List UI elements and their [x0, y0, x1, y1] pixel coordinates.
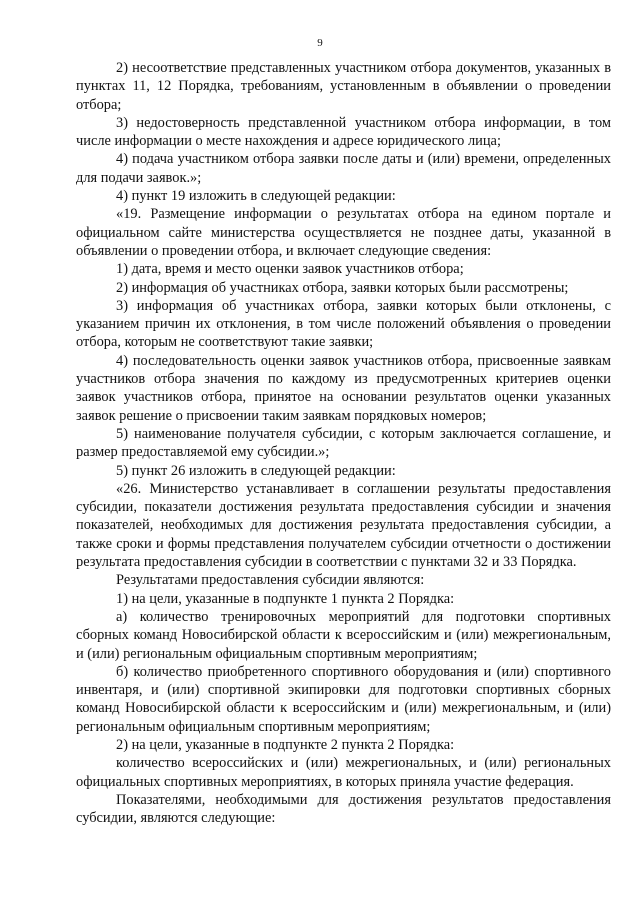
paragraph-point-19-item-3: 3) информация об участниках отбора, заявки которых были отклонены, с указанием причин их отклонения, в том числе положений объявления о проведении отбора, которым не соответствуют такие заявки; [76, 297, 611, 351]
paragraph-point-26-text: «26. Министерство устанавливает в соглашении результаты предоставления субсидии, показатели достижения результата предоставления субсидии и значения показателей, необходимых для достижения результата предоставления субсидии, а также сроки и формы представления получателем субсидии отчетности о достижении результата предоставления субсидии в соответствии с пунктами 32 и 33 Порядка. [76, 480, 611, 571]
paragraph-point-19-item-1: 1) дата, время и место оценки заявок участников отбора; [116, 261, 464, 278]
page-number: 9 [317, 37, 323, 49]
paragraph-results-item-2: 2) на цели, указанные в подпункте 2 пункта 2 Порядка: [116, 736, 455, 753]
paragraph-amendment-point-19: 4) пункт 19 изложить в следующей редакции: [116, 188, 396, 205]
paragraph-results-item-1a: а) количество тренировочных мероприятий для подготовки спортивных сборных команд Новосибирской области к всероссийским и (или) межрегиональным, и (или) региональным официальным спортивным мероприятиям; [76, 608, 611, 662]
paragraph-rejection-reason-3: 3) недостоверность представленной участником отбора информации, в том числе информации о месте нахождения и адресе юридического лица; [76, 114, 611, 150]
paragraph-point-19-item-2: 2) информация об участниках отбора, заявки которых были рассмотрены; [116, 279, 569, 296]
document-body [76, 59, 611, 827]
paragraph-point-19-text: «19. Размещение информации о результатах отбора на едином портале и официальном сайте министерства осуществляется не позднее даты, указанной в объявлении о проведении отбора, и включает следующие сведения: [76, 206, 611, 259]
paragraph-point-19-item-4: 4) последовательность оценки заявок участников отбора, присвоенные заявкам участников отбора значения по каждому из предусмотренных критериев оценки заявок участников отбора, принятое на основании результатов оценки указанных заявок решение о присвоении таким заявкам порядковых номеров; [76, 352, 611, 424]
paragraph-point-19-item-5: 5) наименование получателя субсидии, с которым заключается соглашение, и размер предоставляемой ему субсидии.»; [76, 425, 611, 461]
paragraph-rejection-reason-4: 4) подача участником отбора заявки после даты и (или) времени, определенных для подачи заявок.»; [76, 151, 611, 186]
paragraph-results-item-1: 1) на цели, указанные в подпункте 1 пункта 2 Порядка: [116, 590, 455, 607]
paragraph-results-heading: Результатами предоставления субсидии являются: [116, 572, 425, 589]
paragraph-results-item-1b: б) количество приобретенного спортивного оборудования и (или) спортивного инвентаря, и (или) спортивной экипировки для подготовки спортивных сборных команд Новосибирской области к всероссийским и (или) межрегиональным, и (или) региональным официальным спортивным мероприятиям; [76, 663, 611, 735]
paragraph-amendment-point-26: 5) пункт 26 изложить в следующей редакции: [116, 462, 396, 479]
paragraph-indicators-heading: Показателями, необходимыми для достижения результатов предоставления субсидии, являются следующие: [76, 791, 611, 827]
paragraph-results-item-2-text: количество всероссийских и (или) межрегиональных, и (или) региональных официальных спортивных мероприятиях, в которых приняла участие федерация. [76, 755, 611, 790]
paragraph-rejection-reason-2: 2) несоответствие представленных участником отбора документов, указанных в пунктах 11, 12 Порядка, требованиям, установленным в объявлении о проведении отбора; [76, 60, 611, 113]
